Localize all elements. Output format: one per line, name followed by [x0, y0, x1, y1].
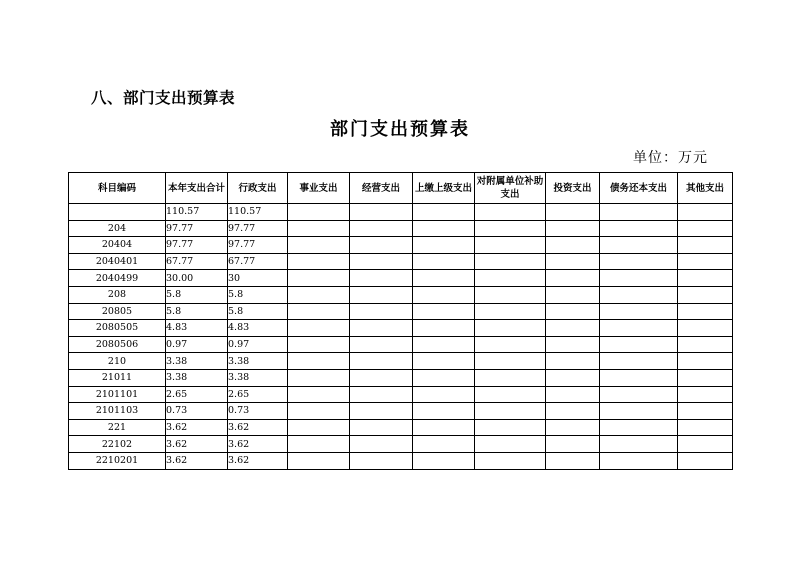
code-cell: 2080505	[69, 320, 166, 337]
header-cell: 对附属单位补助支出	[475, 173, 546, 204]
code-cell: 2080506	[69, 336, 166, 353]
invest-cell	[546, 386, 600, 403]
total-cell: 3.62	[166, 452, 228, 469]
subsidy-cell	[475, 336, 546, 353]
admin-cell: 4.83	[228, 320, 288, 337]
header-cell: 其他支出	[678, 173, 733, 204]
business-cell	[288, 286, 350, 303]
other-cell	[678, 320, 733, 337]
other-cell	[678, 419, 733, 436]
table-row	[69, 320, 733, 337]
admin-cell: 2.65	[228, 386, 288, 403]
other-cell	[678, 204, 733, 221]
total-cell: 5.8	[166, 286, 228, 303]
other-cell	[678, 353, 733, 370]
operating-cell	[350, 320, 413, 337]
invest-cell	[546, 270, 600, 287]
table-body	[69, 204, 733, 470]
business-cell	[288, 320, 350, 337]
table-row	[69, 204, 733, 221]
debt-cell	[600, 253, 678, 270]
total-cell: 110.57	[166, 204, 228, 221]
business-cell	[288, 303, 350, 320]
admin-cell: 110.57	[228, 204, 288, 221]
business-cell	[288, 204, 350, 221]
subsidy-cell	[475, 237, 546, 254]
remit-cell	[413, 270, 475, 287]
other-cell	[678, 436, 733, 453]
remit-cell	[413, 336, 475, 353]
admin-cell: 0.73	[228, 403, 288, 420]
business-cell	[288, 253, 350, 270]
subsidy-cell	[475, 286, 546, 303]
header-cell: 科目编码	[69, 173, 166, 204]
remit-cell	[413, 237, 475, 254]
subsidy-cell	[475, 403, 546, 420]
operating-cell	[350, 336, 413, 353]
subsidy-cell	[475, 386, 546, 403]
table-row	[69, 270, 733, 287]
table-row	[69, 286, 733, 303]
remit-cell	[413, 403, 475, 420]
debt-cell	[600, 436, 678, 453]
code-cell: 21011	[69, 369, 166, 386]
business-cell	[288, 237, 350, 254]
debt-cell	[600, 336, 678, 353]
debt-cell	[600, 204, 678, 221]
total-cell: 67.77	[166, 253, 228, 270]
table-row	[69, 403, 733, 420]
total-cell: 3.62	[166, 436, 228, 453]
business-cell	[288, 369, 350, 386]
admin-cell: 5.8	[228, 286, 288, 303]
admin-cell: 5.8	[228, 303, 288, 320]
subsidy-cell	[475, 419, 546, 436]
operating-cell	[350, 237, 413, 254]
other-cell	[678, 220, 733, 237]
subsidy-cell	[475, 270, 546, 287]
table-row	[69, 436, 733, 453]
remit-cell	[413, 220, 475, 237]
admin-cell: 3.62	[228, 419, 288, 436]
debt-cell	[600, 353, 678, 370]
remit-cell	[413, 369, 475, 386]
remit-cell	[413, 353, 475, 370]
debt-cell	[600, 369, 678, 386]
remit-cell	[413, 386, 475, 403]
total-cell: 4.83	[166, 320, 228, 337]
table-row	[69, 369, 733, 386]
invest-cell	[546, 286, 600, 303]
debt-cell	[600, 386, 678, 403]
header-cell: 经营支出	[350, 173, 413, 204]
other-cell	[678, 253, 733, 270]
debt-cell	[600, 403, 678, 420]
invest-cell	[546, 353, 600, 370]
document-title: 部门支出预算表	[330, 119, 470, 140]
table-row	[69, 253, 733, 270]
operating-cell	[350, 303, 413, 320]
debt-cell	[600, 237, 678, 254]
admin-cell: 3.38	[228, 353, 288, 370]
debt-cell	[600, 270, 678, 287]
code-cell: 221	[69, 419, 166, 436]
table-row	[69, 353, 733, 370]
debt-cell	[600, 286, 678, 303]
code-cell: 2101101	[69, 386, 166, 403]
invest-cell	[546, 204, 600, 221]
header-cell: 上缴上级支出	[413, 173, 475, 204]
business-cell	[288, 452, 350, 469]
operating-cell	[350, 253, 413, 270]
invest-cell	[546, 369, 600, 386]
total-cell: 0.73	[166, 403, 228, 420]
code-cell	[69, 204, 166, 221]
remit-cell	[413, 452, 475, 469]
invest-cell	[546, 452, 600, 469]
total-cell: 30.00	[166, 270, 228, 287]
invest-cell	[546, 403, 600, 420]
other-cell	[678, 386, 733, 403]
total-cell: 97.77	[166, 237, 228, 254]
invest-cell	[546, 237, 600, 254]
remit-cell	[413, 253, 475, 270]
operating-cell	[350, 270, 413, 287]
other-cell	[678, 336, 733, 353]
admin-cell: 67.77	[228, 253, 288, 270]
subsidy-cell	[475, 303, 546, 320]
total-cell: 3.38	[166, 353, 228, 370]
admin-cell: 3.62	[228, 436, 288, 453]
other-cell	[678, 237, 733, 254]
admin-cell: 3.62	[228, 452, 288, 469]
other-cell	[678, 303, 733, 320]
business-cell	[288, 436, 350, 453]
debt-cell	[600, 419, 678, 436]
remit-cell	[413, 320, 475, 337]
admin-cell: 97.77	[228, 237, 288, 254]
operating-cell	[350, 436, 413, 453]
business-cell	[288, 403, 350, 420]
admin-cell: 3.38	[228, 369, 288, 386]
subsidy-cell	[475, 369, 546, 386]
invest-cell	[546, 419, 600, 436]
business-cell	[288, 220, 350, 237]
admin-cell: 30	[228, 270, 288, 287]
invest-cell	[546, 253, 600, 270]
code-cell: 22102	[69, 436, 166, 453]
debt-cell	[600, 452, 678, 469]
code-cell: 2040499	[69, 270, 166, 287]
table-header-row	[69, 173, 733, 204]
invest-cell	[546, 336, 600, 353]
subsidy-cell	[475, 220, 546, 237]
remit-cell	[413, 286, 475, 303]
code-cell: 20404	[69, 237, 166, 254]
operating-cell	[350, 386, 413, 403]
subsidy-cell	[475, 436, 546, 453]
invest-cell	[546, 436, 600, 453]
table-row	[69, 336, 733, 353]
invest-cell	[546, 303, 600, 320]
header-cell: 行政支出	[228, 173, 288, 204]
table-row	[69, 452, 733, 469]
table-row	[69, 220, 733, 237]
remit-cell	[413, 436, 475, 453]
total-cell: 5.8	[166, 303, 228, 320]
table-row	[69, 386, 733, 403]
header-cell: 事业支出	[288, 173, 350, 204]
total-cell: 3.38	[166, 369, 228, 386]
operating-cell	[350, 369, 413, 386]
remit-cell	[413, 303, 475, 320]
table-row	[69, 303, 733, 320]
other-cell	[678, 452, 733, 469]
section-heading: 八、部门支出预算表	[91, 89, 236, 107]
subsidy-cell	[475, 253, 546, 270]
operating-cell	[350, 204, 413, 221]
code-cell: 2210201	[69, 452, 166, 469]
code-cell: 210	[69, 353, 166, 370]
invest-cell	[546, 220, 600, 237]
code-cell: 20805	[69, 303, 166, 320]
business-cell	[288, 270, 350, 287]
budget-table	[68, 172, 733, 470]
other-cell	[678, 286, 733, 303]
remit-cell	[413, 204, 475, 221]
debt-cell	[600, 320, 678, 337]
business-cell	[288, 419, 350, 436]
admin-cell: 97.77	[228, 220, 288, 237]
code-cell: 2101103	[69, 403, 166, 420]
code-cell: 204	[69, 220, 166, 237]
remit-cell	[413, 419, 475, 436]
other-cell	[678, 403, 733, 420]
unit-label: 单位：万元	[633, 150, 708, 166]
header-cell: 债务还本支出	[600, 173, 678, 204]
table-row	[69, 237, 733, 254]
code-cell: 208	[69, 286, 166, 303]
operating-cell	[350, 419, 413, 436]
admin-cell: 0.97	[228, 336, 288, 353]
business-cell	[288, 336, 350, 353]
total-cell: 2.65	[166, 386, 228, 403]
header-cell: 投资支出	[546, 173, 600, 204]
operating-cell	[350, 403, 413, 420]
business-cell	[288, 386, 350, 403]
business-cell	[288, 353, 350, 370]
other-cell	[678, 369, 733, 386]
operating-cell	[350, 452, 413, 469]
debt-cell	[600, 303, 678, 320]
operating-cell	[350, 353, 413, 370]
total-cell: 0.97	[166, 336, 228, 353]
operating-cell	[350, 286, 413, 303]
operating-cell	[350, 220, 413, 237]
table-row	[69, 419, 733, 436]
subsidy-cell	[475, 320, 546, 337]
subsidy-cell	[475, 204, 546, 221]
subsidy-cell	[475, 353, 546, 370]
invest-cell	[546, 320, 600, 337]
total-cell: 97.77	[166, 220, 228, 237]
code-cell: 2040401	[69, 253, 166, 270]
header-cell: 本年支出合计	[166, 173, 228, 204]
total-cell: 3.62	[166, 419, 228, 436]
debt-cell	[600, 220, 678, 237]
other-cell	[678, 270, 733, 287]
subsidy-cell	[475, 452, 546, 469]
